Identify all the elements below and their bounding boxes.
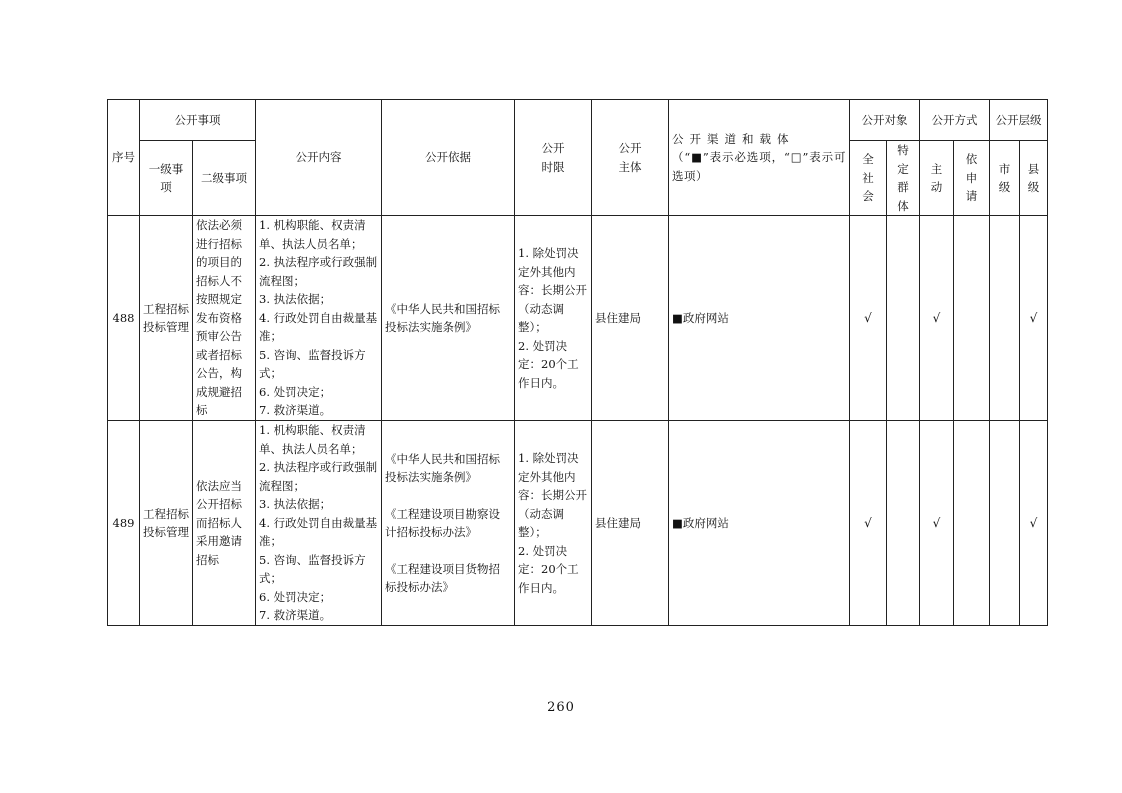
row-seq: 488 [108, 216, 140, 421]
time-limit-line: 2. 处罚决定：20个工作日内。 [518, 338, 579, 390]
header-level1-text: 一级事项 [148, 161, 184, 194]
row-time-limit [515, 421, 592, 626]
content-line: 1. 机构职能、权责清单、执法人员名单； [259, 218, 366, 251]
content-line: 7. 救济渠道。 [259, 608, 332, 623]
content-line: 6. 处罚决定； [259, 384, 332, 399]
header-seq-text: 序号 [112, 150, 135, 165]
header-channel-title: 公开渠道和载体 [672, 131, 795, 146]
content-line: 3. 执法依据； [259, 497, 332, 512]
header-target-specific-text: 特定群体 [897, 143, 909, 213]
row-level2: 依法应当公开招标而招标人采用邀请招标 [193, 421, 256, 626]
header-method-active [920, 141, 954, 216]
header-method: 公开方式 [920, 100, 990, 141]
header-basis: 公开依据 [382, 100, 515, 216]
row-basis [382, 421, 515, 626]
table-row [108, 421, 1048, 626]
row-level2: 依法必须进行招标的项目的招标人不按照规定发布资格预审公告或者招标公告，构成规避招标 [193, 216, 256, 421]
row-target-specific [887, 421, 920, 626]
header-level-county [1020, 141, 1048, 216]
table-row [108, 216, 1048, 421]
row-time-limit [515, 216, 592, 421]
disclosure-table [107, 99, 1048, 626]
row-method-active: √ [920, 216, 954, 421]
header-method-request-text: 依申请 [965, 152, 978, 204]
basis-spacer [385, 487, 511, 505]
row-level-city [990, 421, 1020, 626]
row-level1: 工程招标投标管理 [140, 216, 193, 421]
row-method-request [954, 421, 990, 626]
content-line: 4. 行政处罚自由裁量基准； [259, 515, 378, 549]
row-content [256, 216, 382, 421]
basis-entry: 《工程建设项目货物招标投标办法》 [385, 561, 500, 594]
header-matter: 公开事项 [140, 100, 256, 141]
row-target-specific [887, 216, 920, 421]
header-level-city-text: 市级 [998, 161, 1011, 194]
content-line: 6. 处罚决定； [259, 589, 332, 604]
row-level-county: √ [1020, 421, 1048, 626]
row-target-all: √ [850, 421, 887, 626]
row-basis [382, 216, 515, 421]
page-number: 260 [547, 700, 575, 715]
row-method-active: √ [920, 421, 954, 626]
row-subject: 县住建局 [592, 421, 669, 626]
header-method-active-text: 主动 [930, 161, 943, 194]
row-level-county: √ [1020, 216, 1048, 421]
header-channel-note: （“■”表示必选项，“□”表示可选项） [672, 150, 846, 183]
time-limit-line: 1. 除处罚决定外其他内容：长期公开（动态调整）； [518, 246, 587, 334]
header-level [990, 100, 1048, 141]
header-level-text: 公开层级 [995, 112, 1042, 127]
content-line: 4. 行政处罚自由裁量基准； [259, 310, 378, 344]
row-content [256, 421, 382, 626]
header-method-request [954, 141, 990, 216]
content-line: 2. 执法程序或行政强制流程图； [259, 460, 378, 493]
header-content: 公开内容 [256, 100, 382, 216]
header-level1 [140, 141, 193, 216]
header-level2: 二级事项 [193, 141, 256, 216]
content-line: 5. 咨询、监督投诉方式； [259, 552, 366, 586]
content-line: 5. 咨询、监督投诉方式； [259, 347, 366, 381]
basis-entry: 《中华人民共和国招标投标法实施条例》 [385, 301, 500, 334]
header-time-limit [515, 100, 592, 216]
basis-entry: 《工程建设项目勘察设计招标投标办法》 [385, 506, 500, 539]
content-line: 7. 救济渠道。 [259, 403, 332, 418]
time-limit-line: 2. 处罚决定：20个工作日内。 [518, 543, 579, 595]
header-subject [592, 100, 669, 216]
basis-spacer [385, 542, 511, 560]
content-line: 1. 机构职能、权责清单、执法人员名单； [259, 423, 366, 456]
row-subject: 县住建局 [592, 216, 669, 421]
header-target-specific [887, 141, 920, 216]
header-seq [108, 100, 140, 216]
header-subject-text: 公开主体 [618, 141, 642, 174]
time-limit-line: 1. 除处罚决定外其他内容：长期公开（动态调整）； [518, 451, 587, 539]
row-channel: ■政府网站 [669, 421, 850, 626]
content-line: 3. 执法依据； [259, 292, 332, 307]
row-level1: 工程招标投标管理 [140, 421, 193, 626]
row-level-city [990, 216, 1020, 421]
header-level-city [990, 141, 1020, 216]
basis-entry: 《中华人民共和国招标投标法实施条例》 [385, 451, 500, 484]
row-target-all: √ [850, 216, 887, 421]
row-channel: ■政府网站 [669, 216, 850, 421]
row-seq: 489 [108, 421, 140, 626]
header-target: 公开对象 [850, 100, 920, 141]
content-line: 2. 执法程序或行政强制流程图； [259, 255, 378, 288]
header-target-all [850, 141, 887, 216]
header-channel [669, 100, 850, 216]
header-level-county-text: 县级 [1027, 161, 1040, 194]
header-target-all-text: 全社会 [862, 152, 874, 204]
header-time-limit-text: 公开时限 [541, 141, 565, 174]
row-method-request [954, 216, 990, 421]
